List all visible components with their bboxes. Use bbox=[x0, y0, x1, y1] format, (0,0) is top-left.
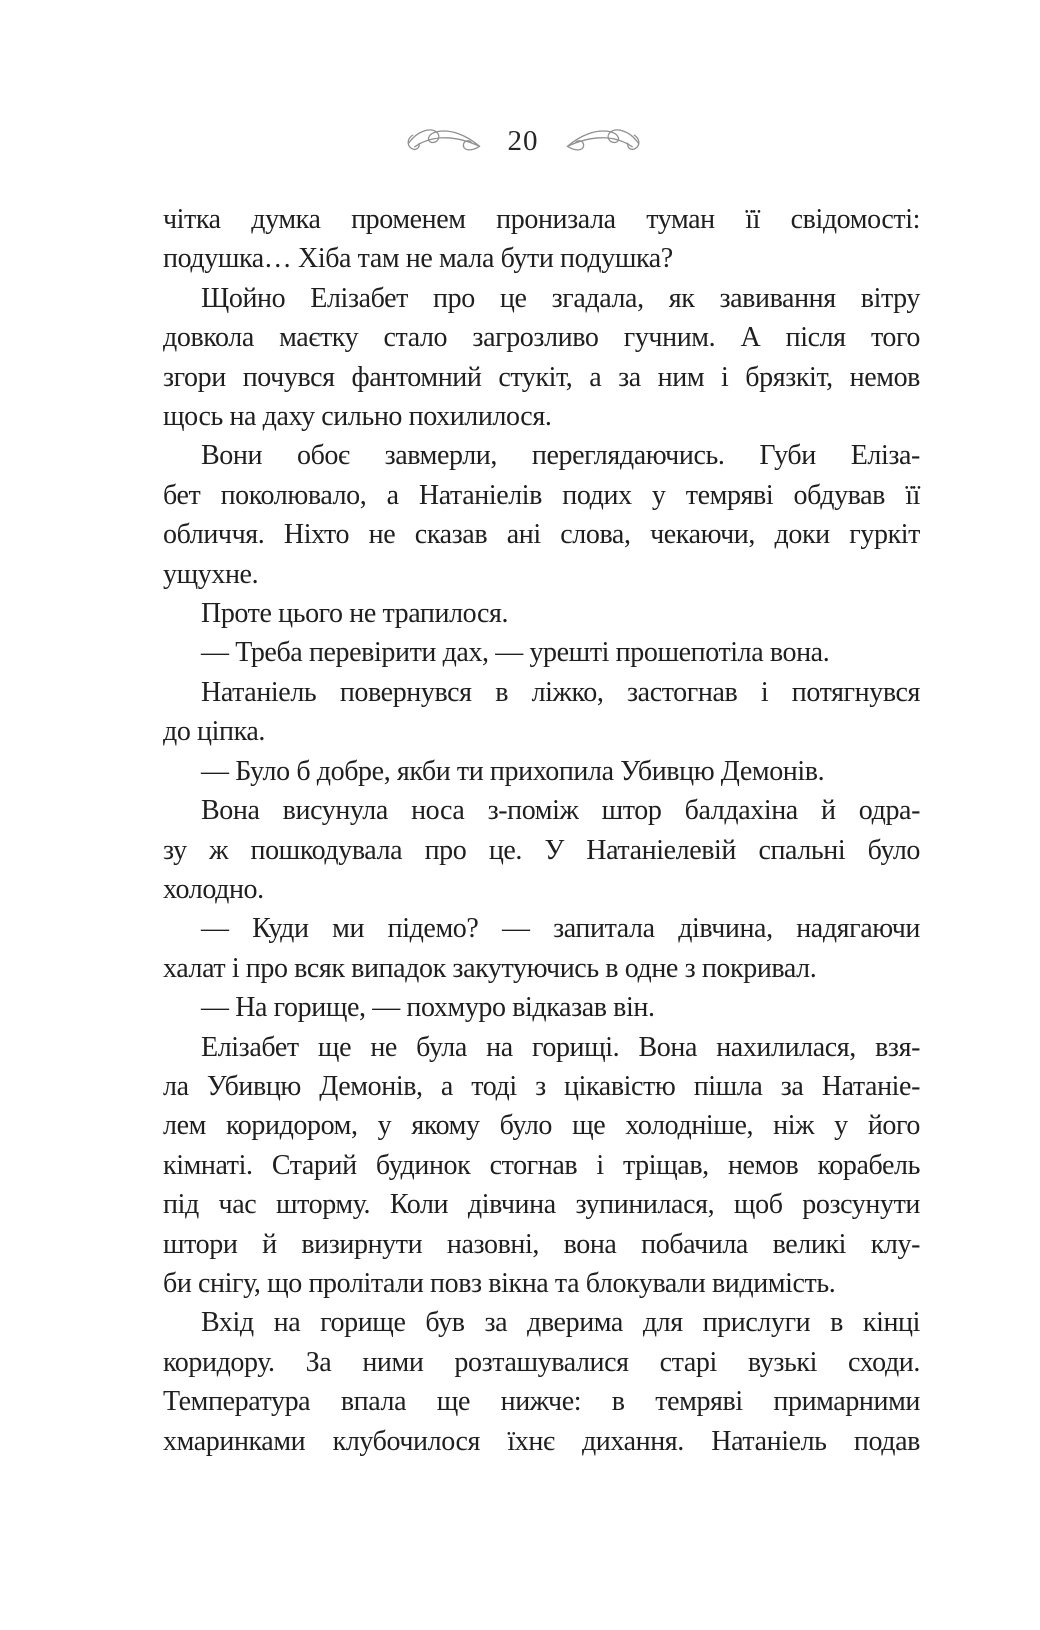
flourish-right-icon bbox=[565, 122, 643, 163]
text-line: штори й визирнути назовні, вона побачила великі клу- bbox=[163, 1228, 920, 1260]
paragraph bbox=[163, 633, 920, 672]
text-line: Натаніель повернувся в ліжко, застогнав і потягнувся bbox=[201, 676, 920, 708]
text-line: зу ж пошкодувала про це. У Натаніелевій спальні було bbox=[163, 834, 920, 866]
paragraph bbox=[163, 988, 920, 1027]
paragraph bbox=[163, 436, 920, 594]
paragraph bbox=[163, 909, 920, 988]
text-line: ла Убивцю Демонів, а тоді з цікавістю пішла за Натаніе- bbox=[163, 1070, 920, 1102]
text-line: — Куди ми підемо? — запитала дівчина, надягаючи bbox=[201, 913, 920, 945]
text-line: — Було б добре, якби ти прихопила Убивцю Демонів. bbox=[201, 755, 825, 787]
text-line: кімнаті. Старий будинок стогнав і тріщав, немов корабель bbox=[163, 1149, 920, 1181]
paragraph bbox=[163, 279, 920, 437]
text-line: ущухне. bbox=[163, 558, 259, 590]
text-line: — На горище, — похмуро відказав він. bbox=[201, 992, 655, 1024]
paragraph bbox=[163, 752, 920, 791]
text-line: би снігу, що пролітали повз вікна та блокували видимість. bbox=[163, 1267, 836, 1299]
text-line: чітка думка променем пронизала туман її свідомості: bbox=[163, 204, 920, 235]
text-block bbox=[163, 200, 920, 1461]
text-line: Температура впала ще нижче: в темряві примарними bbox=[163, 1386, 920, 1418]
text-line: хмаринками клубочилося їхнє дихання. Натаніель подав bbox=[163, 1425, 920, 1457]
text-line: бет поколювало, а Натаніелів подих у темряві обдував її bbox=[163, 479, 920, 511]
text-line: до ціпка. bbox=[163, 716, 266, 748]
text-line: обличчя. Ніхто не сказав ані слова, чекаючи, доки гуркіт bbox=[163, 519, 920, 551]
text-line: Вона висунула носа з-поміж штор балдахіна й одра- bbox=[201, 795, 920, 827]
paragraph bbox=[163, 200, 920, 279]
paragraph bbox=[163, 1303, 920, 1461]
text-line: коридору. За ними розташувалися старі вузькі сходи. bbox=[163, 1346, 920, 1378]
text-line: Вони обоє завмерли, переглядаючись. Губи Еліза- bbox=[201, 440, 920, 472]
paragraph bbox=[163, 1028, 920, 1304]
text-line: подушка… Хіба там не мала бути подушка? bbox=[163, 243, 673, 275]
text-line: Щойно Елізабет про це згадала, як завивання вітру bbox=[201, 282, 920, 314]
text-line: Проте цього не трапилося. bbox=[201, 598, 509, 630]
paragraph bbox=[163, 791, 920, 909]
paragraph bbox=[163, 673, 920, 752]
text-line: халат і про всяк випадок закутуючись в одне з покривал. bbox=[163, 952, 817, 984]
flourish-left-icon bbox=[404, 122, 482, 163]
page-number: 20 bbox=[507, 124, 539, 157]
text-line: Елізабет ще не була на горищі. Вона нахилилася, взя- bbox=[201, 1031, 920, 1063]
text-line: — Треба перевірити дах, — урешті прошепотіла вона. bbox=[201, 637, 830, 669]
text-line: згори почувся фантомний стукіт, а за ним і брязкіт, немов bbox=[163, 361, 920, 393]
text-line: довкола маєтку стало загрозливо гучним. А після того bbox=[163, 322, 920, 354]
text-line: під час шторму. Коли дівчина зупинилася, щоб розсунути bbox=[163, 1189, 920, 1221]
text-line: лем коридором, у якому було ще холодніше, ніж у його bbox=[163, 1110, 920, 1142]
text-line: Вхід на горище був за дверима для прислуги в кінці bbox=[201, 1307, 920, 1339]
paragraph bbox=[163, 594, 920, 633]
text-line: щось на даху сильно похилилося. bbox=[163, 401, 552, 433]
text-line: холодно. bbox=[163, 873, 264, 905]
running-head bbox=[163, 120, 883, 164]
